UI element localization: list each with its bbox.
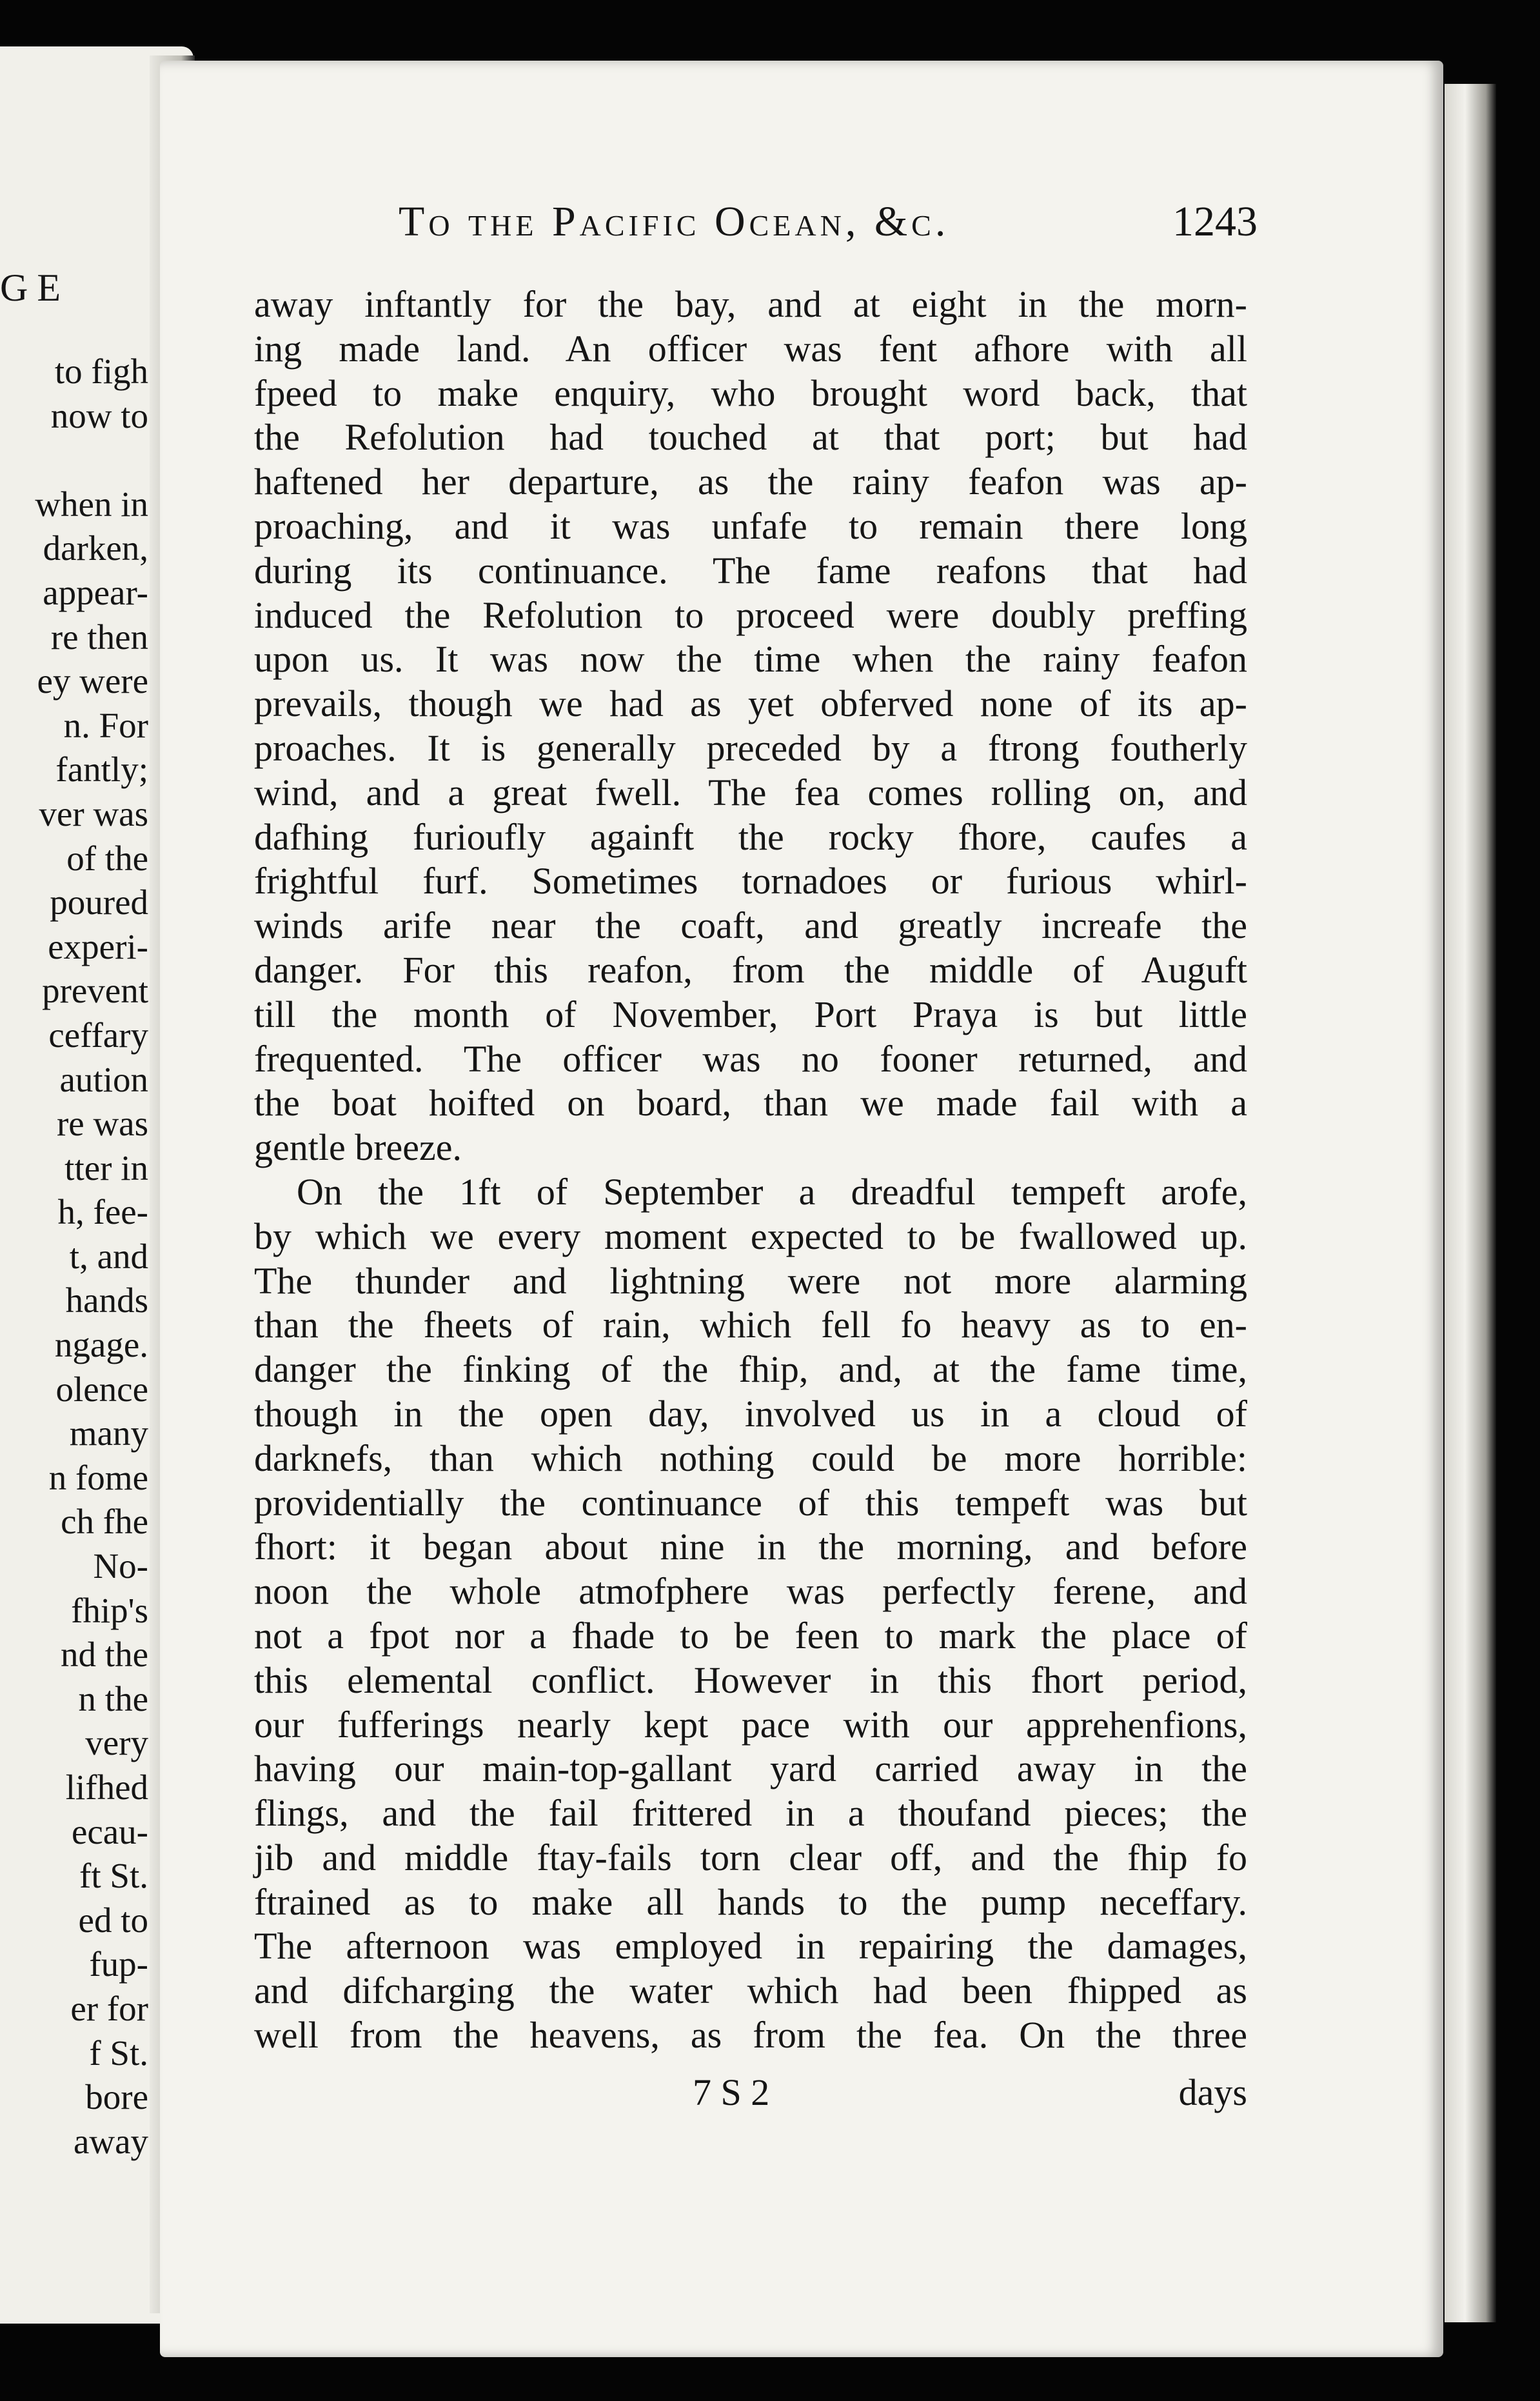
text-line: danger. For this reafon, from the middle of Auguft xyxy=(254,948,1247,991)
facing-page-line: ed to xyxy=(78,1900,148,1940)
text-line: flings, and the fail frittered in a thoufand pieces; the xyxy=(254,1792,1247,1835)
facing-page-line: away xyxy=(73,2121,148,2161)
facing-page-line: when in xyxy=(35,484,148,524)
facing-page-line: ecau- xyxy=(71,1811,148,1851)
facing-page-line: ft St. xyxy=(79,1856,148,1896)
facing-page-line: experi- xyxy=(48,926,148,966)
text-line: upon us. It was now the time when the rainy feafon xyxy=(254,638,1247,681)
text-line: fpeed to make enquiry, who brought word back, that xyxy=(254,372,1247,414)
text-line: noon the whole atmofphere was perfectly ferene, and xyxy=(254,1570,1247,1613)
text-line: frightful furf. Sometimes tornadoes or furious whirl- xyxy=(254,860,1247,902)
facing-page-line: tter in xyxy=(64,1148,148,1188)
facing-page-text xyxy=(0,350,148,2164)
text-line: danger the finking of the fhip, and, at the fame time, xyxy=(254,1348,1247,1391)
facing-page-line: n fome xyxy=(48,1457,148,1497)
facing-page-line: ch fhe xyxy=(61,1502,148,1542)
facing-page-header: GE xyxy=(0,266,70,309)
text-line: ftrained as to make all hands to the pump neceffary. xyxy=(254,1880,1247,1923)
facing-page-line: darken, xyxy=(43,528,148,568)
text-line: having our main-top-gallant yard carried away in the xyxy=(254,1748,1247,1790)
text-line: ing made land. An officer was fent afhore with all xyxy=(254,327,1247,370)
text-line: haftened her departure, as the rainy feafon was ap- xyxy=(254,461,1247,503)
facing-page-line: poured xyxy=(50,882,148,922)
text-line: The afternoon was employed in repairing the damages, xyxy=(254,1925,1247,1968)
text-line: and difcharging the water which had been fhipped as xyxy=(254,1969,1247,2012)
facing-page-line: re then xyxy=(50,617,148,657)
running-head xyxy=(399,197,1258,246)
facing-page-line: f St. xyxy=(89,2033,148,2073)
text-line: prevails, though we had as yet obferved none of its ap- xyxy=(254,682,1247,725)
facing-page-line: ngage. xyxy=(54,1325,148,1365)
text-line: On the 1ft of September a dreadful tempeft arofe, xyxy=(297,1170,1247,1213)
text-line: by which we every moment expected to be fwallowed up. xyxy=(254,1215,1247,1257)
facing-page-line: many xyxy=(69,1413,148,1453)
facing-page-line: lifhed xyxy=(65,1768,148,1807)
text-line: the boat hoifted on board, than we made fail with a xyxy=(254,1082,1247,1124)
facing-page-line: nd the xyxy=(61,1635,148,1675)
facing-page-line: hands xyxy=(65,1280,148,1320)
facing-page-line: olence xyxy=(55,1369,148,1409)
text-line: till the month of November, Port Praya is but little xyxy=(254,993,1247,1035)
text-line: during its continuance. The fame reafons that had xyxy=(254,549,1247,592)
facing-page-line: ey were xyxy=(37,661,148,701)
page-edge-shadow xyxy=(1445,84,1496,2322)
facing-page-line: to figh xyxy=(54,352,148,391)
facing-page-line xyxy=(0,438,148,483)
text-line: fhort: it began about nine in the morning, and before xyxy=(254,1526,1247,1568)
facing-page-line: very xyxy=(85,1723,148,1763)
text-line: not a fpot nor a fhade to be feen to mark the place of xyxy=(254,1614,1247,1657)
facing-page-line: ver was xyxy=(39,793,148,833)
facing-page-line: n. For xyxy=(63,705,148,745)
facing-page-line: er for xyxy=(70,1988,148,2028)
text-line: this elemental conflict. However in this fhort period, xyxy=(254,1659,1247,1701)
facing-page-line: fhip's xyxy=(71,1590,148,1630)
text-line: the Refolution had touched at that port; but had xyxy=(254,416,1247,459)
catchword: days xyxy=(1178,2071,1247,2113)
text-line: than the fheets of rain, which fell fo heavy as to en- xyxy=(254,1304,1247,1346)
facing-page-line: now to xyxy=(50,395,148,435)
facing-page-line: prevent xyxy=(42,971,148,1011)
text-line: our fufferings nearly kept pace with our apprehenfions, xyxy=(254,1703,1247,1746)
page-number: 1243 xyxy=(1172,198,1258,245)
text-line: induced the Refolution to proceed were doubly preffing xyxy=(254,593,1247,636)
text-line: well from the heavens, as from the fea. On the three xyxy=(254,2014,1247,2057)
signature-mark: 7 S 2 xyxy=(693,2071,770,2113)
text-line: proaches. It is generally preceded by a ftrong foutherly xyxy=(254,726,1247,769)
text-line: though in the open day, involved us in a cloud of xyxy=(254,1392,1247,1435)
facing-page-line: bore xyxy=(85,2077,148,2117)
facing-page-line: ceffary xyxy=(48,1015,148,1055)
page-footer xyxy=(254,2071,1247,2115)
facing-page-line: h, fee- xyxy=(57,1192,148,1232)
text-line: darknefs, than which nothing could be more horrible: xyxy=(254,1437,1247,1479)
facing-page-line: of the xyxy=(66,838,148,878)
facing-page-line: fantly; xyxy=(55,750,148,790)
facing-page-line: No- xyxy=(93,1546,148,1586)
facing-page-line: n the xyxy=(78,1679,148,1719)
text-line: dafhing furioufly againft the rocky fhore, caufes a xyxy=(254,815,1247,858)
facing-page-line: re was xyxy=(56,1104,148,1144)
text-line: providentially the continuance of this tempeft was but xyxy=(254,1481,1247,1524)
body-text xyxy=(254,283,1247,2058)
running-head-title: To the Pacific Ocean, &c. xyxy=(399,198,950,245)
text-line: frequented. The officer was no fooner returned, and xyxy=(254,1037,1247,1080)
facing-page-line: t, and xyxy=(69,1236,148,1276)
text-line: wind, and a great fwell. The fea comes rolling on, and xyxy=(254,771,1247,813)
text-line: jib and middle ftay-fails torn clear off, and the fhip fo xyxy=(254,1836,1247,1878)
text-line: gentle breeze. xyxy=(254,1126,462,1169)
text-line: The thunder and lightning were not more alarming xyxy=(254,1259,1247,1302)
facing-page-line: appear- xyxy=(43,572,148,612)
facing-page-line: fup- xyxy=(89,1944,148,1984)
facing-page-line: aution xyxy=(59,1059,148,1099)
text-line: proaching, and it was unfafe to remain there long xyxy=(254,504,1247,547)
text-line: away inftantly for the bay, and at eight in the morn- xyxy=(254,283,1247,325)
text-line: winds arife near the coaft, and greatly increafe the xyxy=(254,904,1247,947)
